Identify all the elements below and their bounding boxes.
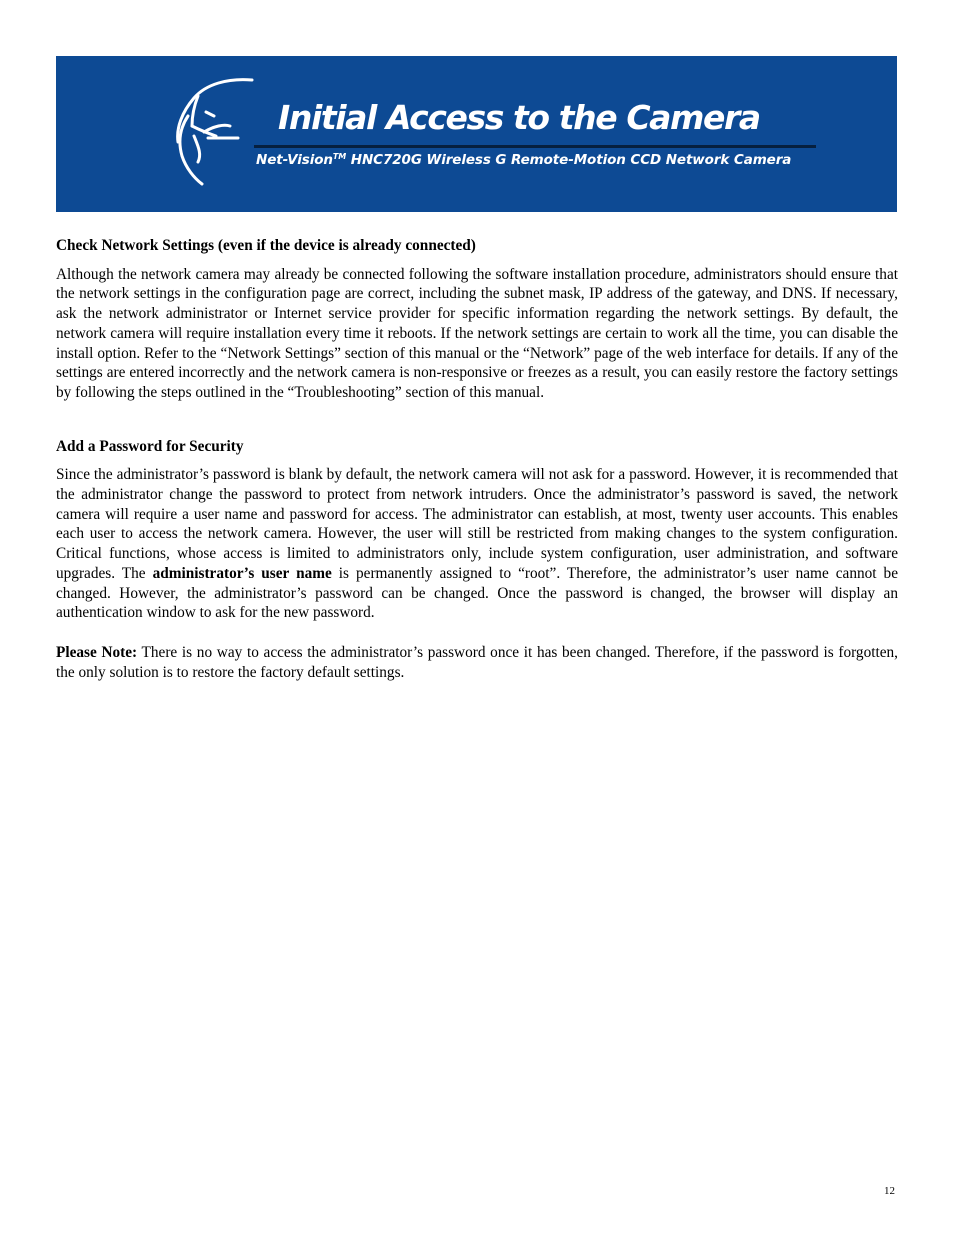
note-text: There is no way to access the administrator’s password once it has been changed. Therefore, if the password is forgotten, the only solution is to restore the factory default settings.	[56, 643, 898, 681]
main-content	[56, 236, 898, 682]
eagle-head-logo-icon	[168, 76, 254, 188]
note-label: Please Note:	[56, 643, 138, 661]
banner-subtitle	[256, 152, 791, 168]
password-text-part2: is permanently assigned to “root”. Therefore, the administrator’s user name cannot be changed. However, the administrator’s password can be changed. Once the password is changed, the browser will display an authentication window to ask for the new password.	[56, 564, 898, 622]
subtitle-brand: Net-Vision	[256, 152, 333, 168]
password-text-part1: Since the administrator’s password is blank by default, the network camera will not ask for a password. However, it is recommended that the administrator change the password to protect from network intruders. Once the administrator’s password is saved, the network camera will require a user name and password for access. The administrator can establish, at most, twenty user accounts. This enables each user to access the network camera. However, the user will still be restricted from making changes to the system configuration. Critical functions, whose access is limited to administrators only, include system configuration, user administration, and software upgrades. The	[56, 466, 898, 582]
banner-rule	[254, 145, 816, 148]
section-heading-network: Check Network Settings (even if the device is already connected)	[56, 237, 476, 254]
header-banner	[56, 56, 897, 212]
section-body-network: Although the network camera may already be connected following the software installation procedure, administrators should ensure that the network settings in the configuration page are correct, including the subnet mask, IP address of the gateway, and DNS. If necessary, ask the network administrator or Internet service provider for specific information regarding the network settings. By default, the network camera will require installation every time it reboots. If the network settings are certain to work all the time, you can disable the install option. Refer to the “Network Settings” section of this manual or the “Network” page of the web interface for details. If any of the settings are entered incorrectly and the network camera is non-responsive or freezes as a result, you can easily restore the factory settings by following the steps outlined in the “Troubleshooting” section of this manual.	[56, 265, 898, 401]
subtitle-model: HNC720G Wireless G Remote-Motion CCD Network Camera	[346, 152, 792, 168]
banner-title: Initial Access to the Camera	[278, 98, 760, 137]
section-heading-password: Add a Password for Security	[56, 437, 244, 455]
page-number: 12	[884, 1185, 895, 1197]
password-text-bold: administrator’s user name	[152, 564, 332, 582]
section-body-password	[56, 465, 898, 623]
please-note	[56, 643, 898, 682]
trademark-mark: TM	[332, 152, 347, 161]
